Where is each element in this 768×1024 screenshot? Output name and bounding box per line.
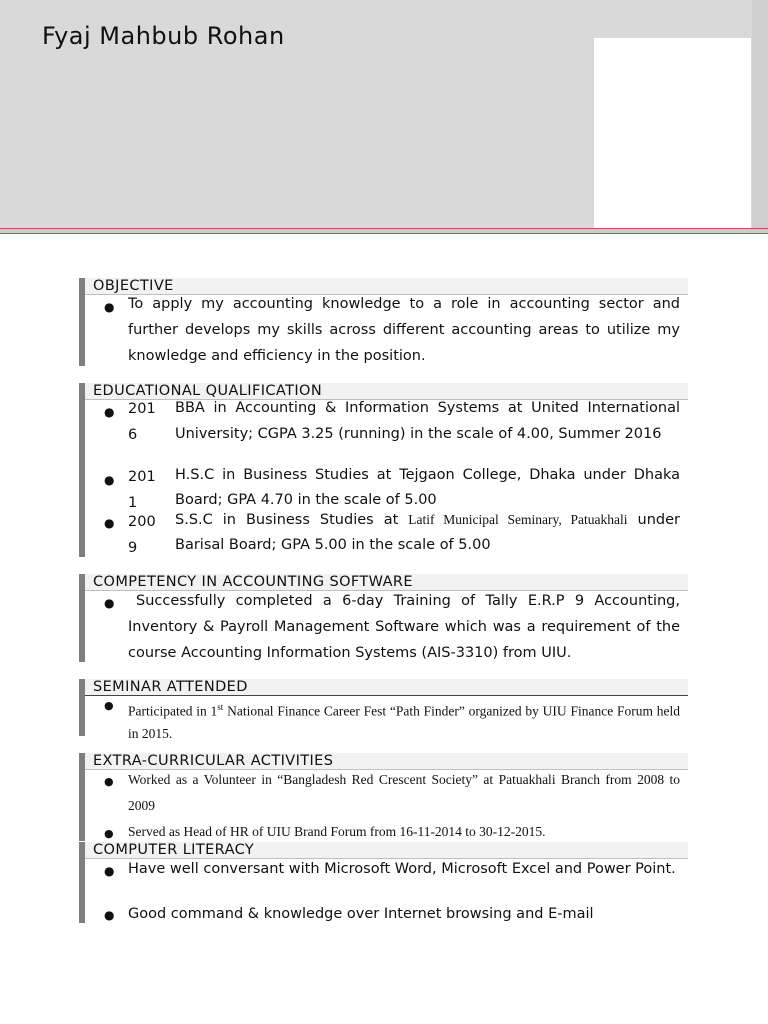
section-title: EXTRA-CURRICULAR ACTIVITIES [85, 753, 688, 770]
edu-year-part: 201 [128, 469, 156, 485]
bullet-icon: ● [104, 596, 115, 610]
section-title: OBJECTIVE [85, 278, 688, 295]
edu-text: H.S.C in Business Studies at Tejgaon College, Dhaka under Dhaka Board; GPA 4.70 in the scale of 5.00 [175, 467, 680, 508]
edu-text-part: S.S.C in Business Studies at [175, 512, 409, 528]
bullet-icon: ● [104, 827, 114, 840]
seminar-text-part: Participated in 1 [128, 703, 218, 719]
bullet-icon: ● [104, 775, 114, 788]
computer-item: Have well conversant with Microsoft Word, Microsoft Excel and Power Point. [128, 861, 676, 877]
section-competency [79, 574, 688, 662]
seminar-text [128, 696, 680, 745]
section-title: COMPETENCY IN ACCOUNTING SOFTWARE [85, 574, 688, 591]
ordinal-suffix: st [217, 702, 224, 712]
edu-year-part: 1 [128, 495, 138, 511]
section-extra-curricular [79, 753, 688, 841]
section-computer-literacy [79, 842, 688, 923]
extra-item: Served as Head of HR of UIU Brand Forum from 16-11-2014 to 30-12-2015. [128, 824, 546, 839]
bullet-icon: ● [104, 699, 114, 712]
edu-year-part: 200 [128, 514, 156, 530]
edu-year-part: 6 [128, 427, 138, 443]
bullet-icon: ● [104, 864, 115, 878]
edu-text-part: Latif Municipal Seminary, Patuakhali [408, 512, 628, 527]
computer-item: Good command & knowledge over Internet browsing and E-mail [128, 906, 594, 922]
section-bar [79, 383, 85, 557]
section-title: EDUCATIONAL QUALIFICATION [85, 383, 688, 400]
bullet-icon: ● [104, 908, 115, 922]
bullet-icon: ● [104, 516, 115, 530]
edu-year-part: 9 [128, 540, 138, 556]
header-rule [0, 228, 768, 234]
section-objective [79, 278, 688, 366]
edu-text [175, 507, 680, 558]
photo-placeholder [594, 38, 751, 228]
competency-text: Successfully completed a 6-day Training of Tally E.R.P 9 Accounting, Inventory & Payroll Management Software which was a requirement of the course Accounting Information Systems (AIS-3310) from UIU. [128, 593, 680, 661]
section-title: COMPUTER LITERACY [85, 842, 688, 859]
candidate-name: Fyaj Mahbub Rohan [42, 22, 285, 50]
extra-item: Worked as a Volunteer in “Bangladesh Red Crescent Society” at Patuakhali Branch from 2008 to 2009 [128, 772, 680, 813]
edu-text-part: under Barisal Board; GPA 5.00 in the scale of 5.00 [175, 512, 680, 553]
section-education [79, 383, 688, 557]
bullet-icon: ● [104, 300, 115, 314]
seminar-text-part: National Finance Career Fest “Path Finder” organized by UIU Finance Forum held in 2015. [128, 703, 680, 741]
edu-text: BBA in Accounting & Information Systems at United International University; CGPA 3.25 (running) in the scale of 4.00, Summer 2016 [175, 400, 680, 442]
bullet-icon: ● [104, 405, 115, 419]
header-edge [752, 0, 768, 228]
section-title: SEMINAR ATTENDED [85, 679, 688, 696]
bullet-icon: ● [104, 473, 115, 487]
section-seminar [79, 679, 688, 741]
edu-year-part: 201 [128, 401, 156, 417]
objective-text: To apply my accounting knowledge to a role in accounting sector and further develops my skills across different accounting areas to utilize my knowledge and efficiency in the position. [128, 296, 680, 364]
